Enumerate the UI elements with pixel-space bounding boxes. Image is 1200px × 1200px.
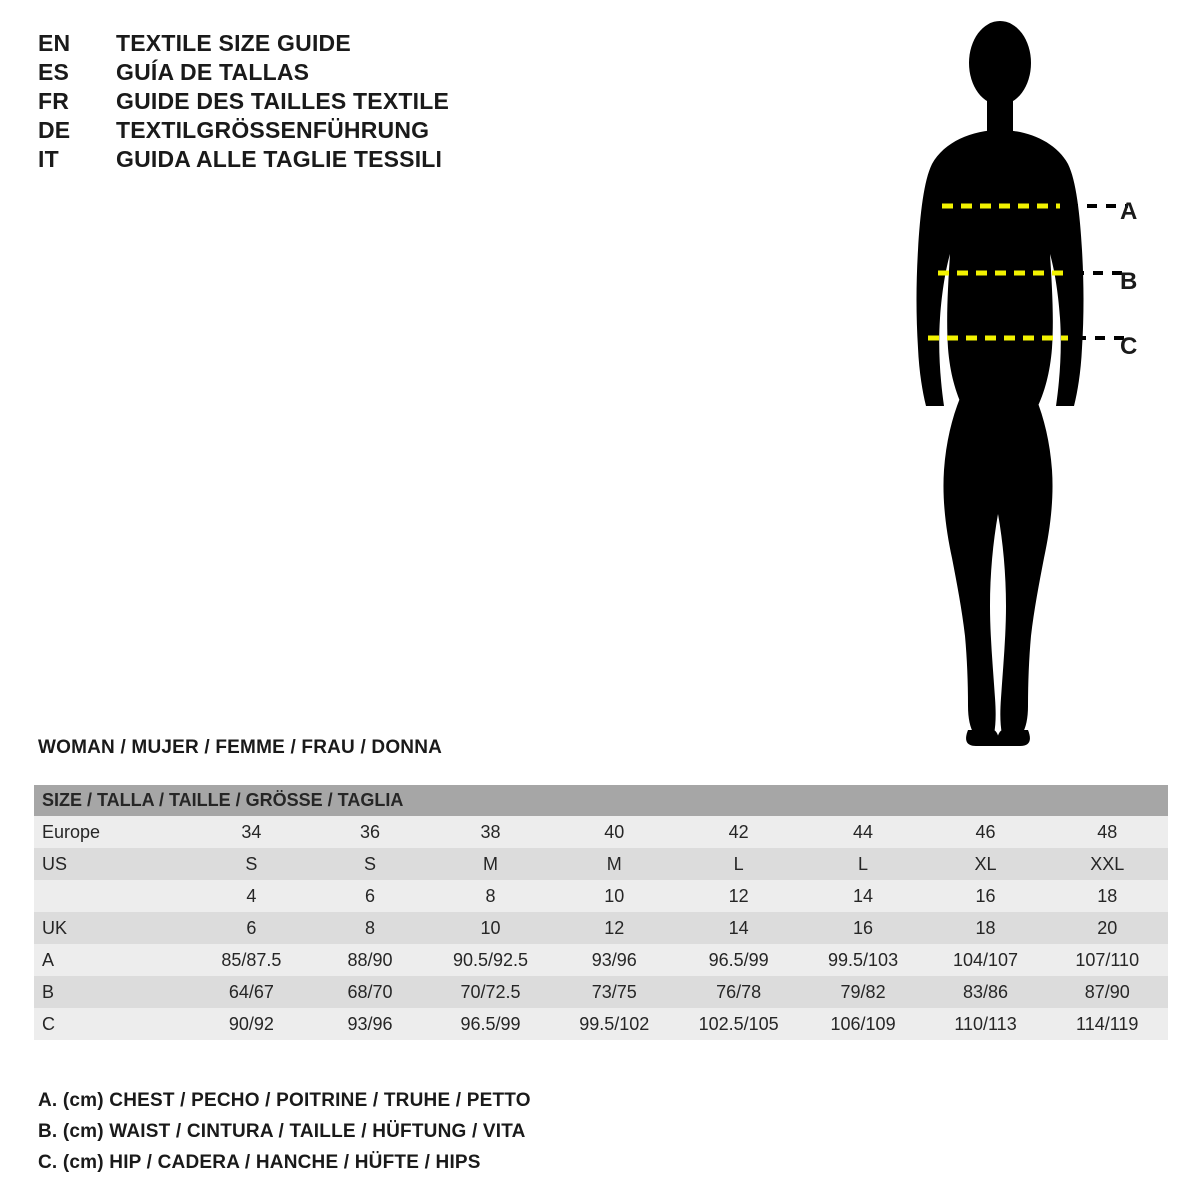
cell-b-8: 87/90: [1046, 976, 1168, 1008]
footnote-block: [38, 1090, 531, 1183]
cell-c-3: 96.5/99: [428, 1008, 552, 1040]
measure-label-c: C: [1120, 333, 1138, 360]
cell-us-4: M: [553, 848, 676, 880]
cell-uk-5: 14: [676, 912, 802, 944]
table-header-label: SIZE / TALLA / TAILLE / GRÖSSE / TAGLIA: [34, 785, 1168, 816]
cell-europe-1: 34: [191, 816, 312, 848]
cell-a-6: 99.5/103: [802, 944, 925, 976]
table-row: [34, 848, 1168, 880]
cell-uk-4: 12: [553, 912, 676, 944]
title-lang-it: IT: [38, 146, 59, 172]
row-label-us-numeric: [34, 880, 191, 912]
cell-a-4: 93/96: [553, 944, 676, 976]
cell-usnum-8: 18: [1046, 880, 1168, 912]
cell-europe-3: 38: [428, 816, 552, 848]
title-row-de: [38, 117, 598, 146]
cell-c-1: 90/92: [191, 1008, 312, 1040]
cell-usnum-5: 12: [676, 880, 802, 912]
cell-a-7: 104/107: [925, 944, 1047, 976]
cell-a-5: 96.5/99: [676, 944, 802, 976]
cell-b-4: 73/75: [553, 976, 676, 1008]
title-text-fr: GUIDE DES TAILLES TEXTILE: [116, 88, 449, 114]
title-lang-en: EN: [38, 30, 71, 56]
cell-a-3: 90.5/92.5: [428, 944, 552, 976]
cell-a-2: 88/90: [312, 944, 429, 976]
cell-c-7: 110/113: [925, 1008, 1047, 1040]
footnote-a: A. (cm) CHEST / PECHO / POITRINE / TRUHE / PETTO: [38, 1090, 531, 1111]
title-row-fr: [38, 88, 598, 117]
cell-b-6: 79/82: [802, 976, 925, 1008]
title-text-en: TEXTILE SIZE GUIDE: [116, 30, 351, 56]
cell-us-7: XL: [925, 848, 1047, 880]
row-label-us: US: [34, 848, 191, 880]
footnote-b: B. (cm) WAIST / CINTURA / TAILLE / HÜFTUNG / VITA: [38, 1121, 526, 1142]
silhouette-icon: [917, 21, 1084, 746]
footnote-c: C. (cm) HIP / CADERA / HANCHE / HÜFTE / HIPS: [38, 1152, 481, 1173]
table-header-row: [34, 785, 1168, 816]
section-caption: WOMAN / MUJER / FEMME / FRAU / DONNA: [38, 737, 443, 758]
cell-b-7: 83/86: [925, 976, 1047, 1008]
cell-uk-2: 8: [312, 912, 429, 944]
cell-uk-1: 6: [191, 912, 312, 944]
cell-c-8: 114/119: [1046, 1008, 1168, 1040]
title-lang-fr: FR: [38, 88, 70, 114]
cell-usnum-7: 16: [925, 880, 1047, 912]
cell-c-6: 106/109: [802, 1008, 925, 1040]
cell-usnum-4: 10: [553, 880, 676, 912]
measure-label-group: [1120, 18, 1190, 378]
row-label-c: C: [34, 1008, 191, 1040]
title-row-it: [38, 146, 598, 175]
table-row: [34, 976, 1168, 1008]
cell-b-5: 76/78: [676, 976, 802, 1008]
table-row: [34, 944, 1168, 976]
cell-b-1: 64/67: [191, 976, 312, 1008]
cell-c-4: 99.5/102: [553, 1008, 676, 1040]
cell-c-5: 102.5/105: [676, 1008, 802, 1040]
cell-usnum-3: 8: [428, 880, 552, 912]
cell-a-1: 85/87.5: [191, 944, 312, 976]
row-label-uk: UK: [34, 912, 191, 944]
table-row: [34, 912, 1168, 944]
cell-uk-8: 20: [1046, 912, 1168, 944]
title-lang-de: DE: [38, 117, 71, 143]
table-row: [34, 1008, 1168, 1040]
cell-us-1: S: [191, 848, 312, 880]
title-block: [38, 30, 598, 175]
cell-us-8: XXL: [1046, 848, 1168, 880]
title-row-es: [38, 59, 598, 88]
cell-b-3: 70/72.5: [428, 976, 552, 1008]
cell-us-2: S: [312, 848, 429, 880]
row-label-a: A: [34, 944, 191, 976]
cell-uk-6: 16: [802, 912, 925, 944]
cell-europe-7: 46: [925, 816, 1047, 848]
title-text-it: GUIDA ALLE TAGLIE TESSILI: [116, 146, 443, 172]
table-row: [34, 880, 1168, 912]
measure-label-b: B: [1120, 268, 1138, 295]
cell-europe-2: 36: [312, 816, 429, 848]
cell-a-8: 107/110: [1046, 944, 1168, 976]
title-row-en: [38, 30, 598, 59]
cell-uk-3: 10: [428, 912, 552, 944]
cell-europe-8: 48: [1046, 816, 1168, 848]
cell-europe-4: 40: [553, 816, 676, 848]
size-table: [34, 785, 1168, 1040]
row-label-b: B: [34, 976, 191, 1008]
title-lang-es: ES: [38, 59, 70, 85]
title-text-es: GUÍA DE TALLAS: [116, 59, 310, 85]
cell-uk-7: 18: [925, 912, 1047, 944]
cell-us-3: M: [428, 848, 552, 880]
cell-b-2: 68/70: [312, 976, 429, 1008]
cell-usnum-6: 14: [802, 880, 925, 912]
cell-c-2: 93/96: [312, 1008, 429, 1040]
table-row: [34, 816, 1168, 848]
cell-us-5: L: [676, 848, 802, 880]
cell-europe-6: 44: [802, 816, 925, 848]
title-text-de: TEXTILGRÖSSENFÜHRUNG: [116, 117, 430, 143]
row-label-europe: Europe: [34, 816, 191, 848]
cell-usnum-1: 4: [191, 880, 312, 912]
cell-europe-5: 42: [676, 816, 802, 848]
cell-usnum-2: 6: [312, 880, 429, 912]
cell-us-6: L: [802, 848, 925, 880]
measure-label-a: A: [1120, 198, 1138, 225]
